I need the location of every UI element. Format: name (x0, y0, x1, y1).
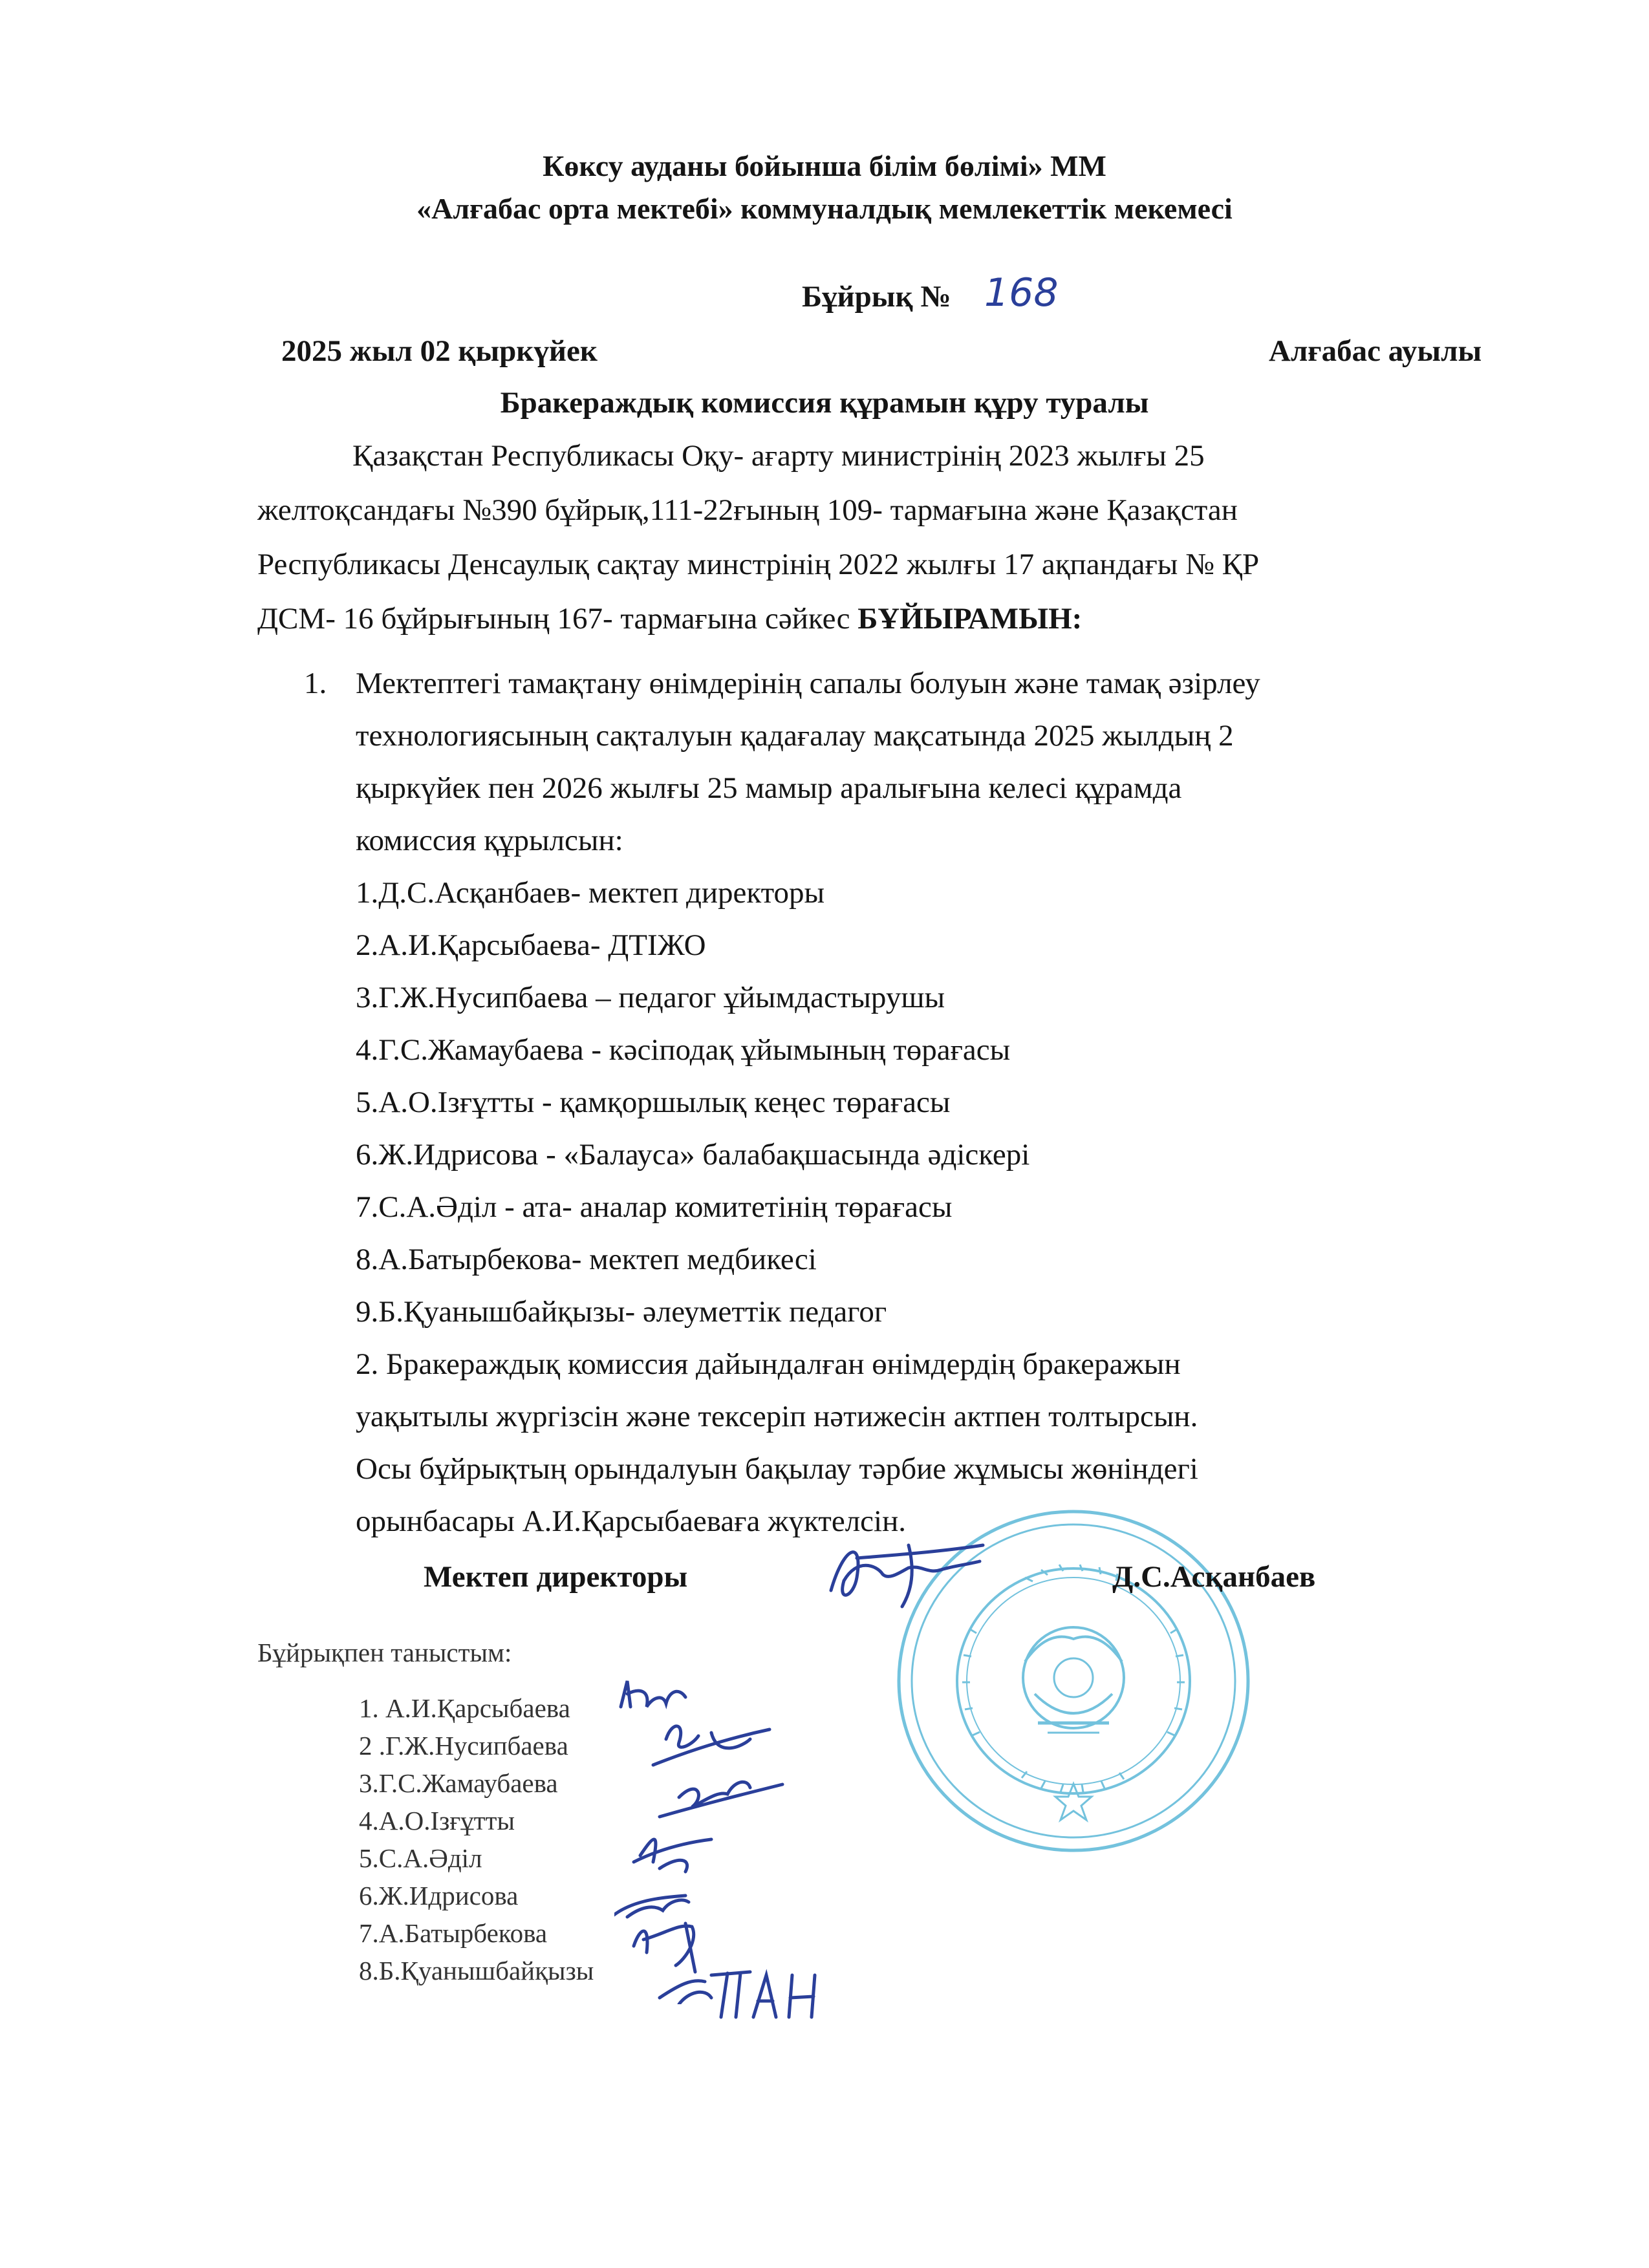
preamble-line-1: Қазақстан Республикасы Оқу- ағарту министрінің 2023 жылғы 25 (352, 439, 1205, 473)
acquainted-name-3: 3.Г.С.Жамаубаева (359, 1768, 558, 1798)
item-1-line-1: Мектептегі тамақтану өнімдерінің сапалы болуын және тамақ әзірлеу (356, 667, 1260, 700)
item-2-line-3: Осы бұйрықтың орындалуын бақылау тәрбие жұмысы жөніндегі (356, 1452, 1198, 1486)
order-place: Алғабас ауылы (1269, 334, 1482, 368)
acquainted-name-8: 8.Б.Қуанышбайқызы (359, 1956, 594, 1985)
member-1: 1.Д.С.Асқанбаев- мектеп директоры (356, 876, 825, 910)
member-9: 9.Б.Қуанышбайқызы- әлеуметтік педагог (356, 1295, 887, 1329)
order-date: 2025 жыл 02 қыркүйек (281, 334, 598, 368)
header-line-2: «Алғабас орта мектебі» коммуналдық мемлекеттік мекемесі (416, 192, 1233, 225)
acquainted-label: Бұйрықпен таныстым: (257, 1638, 512, 1667)
signature-title: Мектеп директоры (424, 1560, 688, 1594)
acquainted-name-2: 2 .Г.Ж.Нусипбаева (359, 1731, 568, 1760)
item-2-line-2: уақытылы жүргізсін және тексеріп нәтижесін актпен толтырсын. (356, 1400, 1198, 1433)
member-7: 7.С.А.Әділ - ата- аналар комитетінің төрағасы (356, 1190, 953, 1224)
acquainted-name-7: 7.А.Батырбекова (359, 1918, 548, 1948)
director-signature (818, 1519, 993, 1616)
item-1-number: 1. (304, 667, 327, 700)
member-3: 3.Г.Ж.Нусипбаева – педагог ұйымдастырушы (356, 981, 945, 1014)
item-1-line-3: қыркүйек пен 2026 жылғы 25 мамыр аралығына келесі құрамда (356, 771, 1182, 805)
member-8: 8.А.Батырбекова- мектеп медбикесі (356, 1243, 817, 1276)
member-5: 5.А.О.Ізғұтты - қамқоршылық кеңес төрағасы (356, 1086, 951, 1119)
preamble-line-2: желтоқсандағы №390 бұйрық,111-22ғының 109- тармағына және Қазақстан (257, 493, 1238, 527)
order-title: Бракераждық комиссия құрамын құру туралы (500, 386, 1149, 420)
member-4: 4.Г.С.Жамаубаева - кәсіподақ ұйымының төрағасы (356, 1033, 1011, 1067)
acquainted-name-4: 4.А.О.Ізғұтты (359, 1806, 515, 1835)
item-2-line-4: орынбасары А.И.Қарсыбаеваға жүктелсін. (356, 1504, 906, 1538)
order-number-handwritten: 168 (984, 270, 1059, 316)
member-6: 6.Ж.Идрисова - «Балауса» балабақшасында әдіскері (356, 1138, 1030, 1171)
staff-signatures (614, 1668, 847, 2004)
acquainted-name-6: 6.Ж.Идрисова (359, 1881, 519, 1910)
member-2: 2.А.И.Қарсыбаева- ДТІЖО (356, 928, 706, 962)
preamble-line-3: Республикасы Денсаулық сақтау минстрінің 2022 жылғы 17 ақпандағы № ҚР (257, 548, 1260, 581)
order-label: Бұйрық № (802, 280, 951, 314)
acquainted-name-5: 5.С.А.Әділ (359, 1843, 482, 1873)
preamble-line-4: ДСМ- 16 бұйрығының 167- тармағына сәйкес (257, 602, 858, 636)
item-2-line-1: 2. Бракераждық комиссия дайындалған өнімдердің бракеражын (356, 1347, 1181, 1381)
acquainted-name-1: 1. А.И.Қарсыбаева (359, 1693, 570, 1723)
staff-signature-last (705, 1965, 834, 2024)
item-1-line-4: комиссия құрылсын: (356, 824, 623, 857)
signature-name: Д.С.Асқанбаев (1112, 1560, 1316, 1594)
item-1-line-2: технологиясының сақталуын қадағалау мақсатында 2025 жылдың 2 (356, 719, 1234, 753)
command-word: БҰЙЫРАМЫН: (857, 602, 1083, 636)
header-line-1: Көксу ауданы бойынша білім бөлімі» ММ (543, 149, 1106, 182)
